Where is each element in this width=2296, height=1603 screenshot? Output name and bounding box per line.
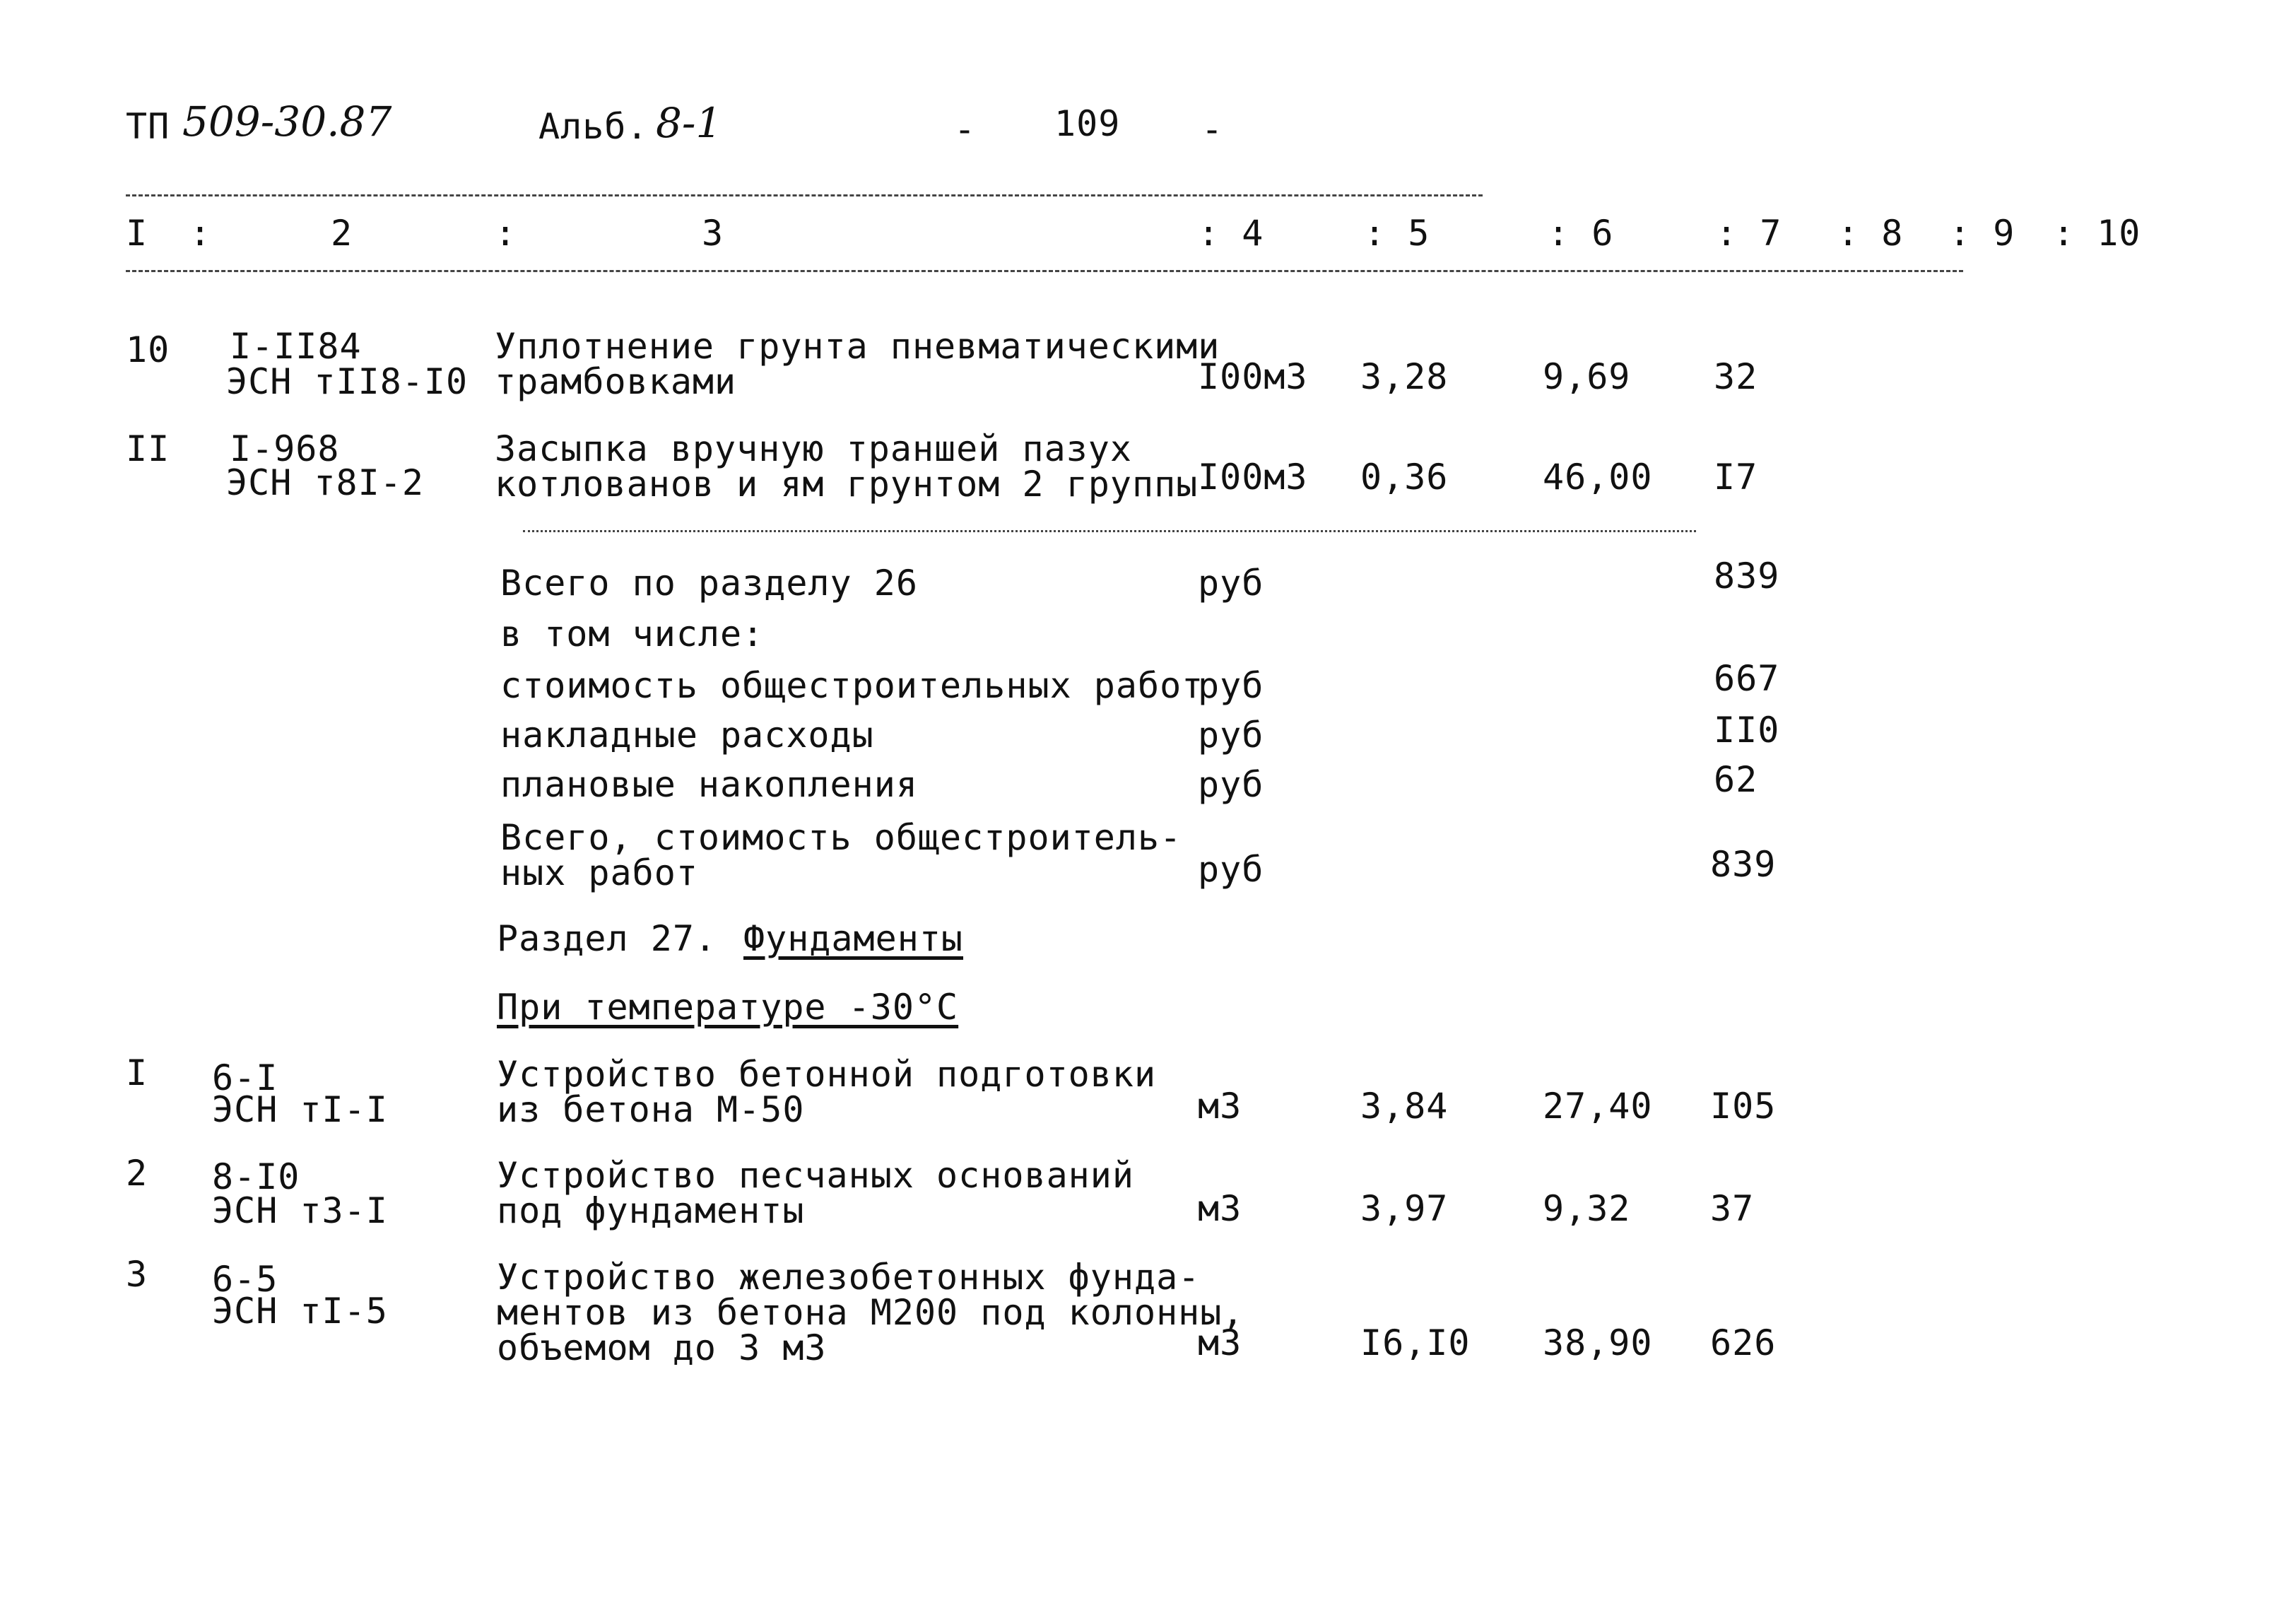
album-label: Альб. xyxy=(538,106,649,147)
rate-code: I-968 xyxy=(230,428,340,469)
rate-reference: ЭСН тII8-I0 xyxy=(226,361,469,402)
rate-reference: ЭСН тI-5 xyxy=(212,1291,388,1332)
col-sep: : xyxy=(189,213,212,254)
section-title: Фундаменты xyxy=(743,918,964,959)
album-number-handwritten: 8-1 xyxy=(656,99,722,147)
summary-value: 667 xyxy=(1714,658,1780,699)
summary-unit: руб xyxy=(1198,849,1264,890)
work-description: Устройство песчаных оснований под фундаменты xyxy=(497,1155,1134,1231)
work-description: Устройство бетонной подготовки из бетона М-50 xyxy=(497,1054,1157,1130)
col-header-7: : 7 xyxy=(1716,213,1782,254)
quantity: 3,28 xyxy=(1360,356,1449,397)
total-cost: 626 xyxy=(1710,1322,1777,1363)
unit-price: 9,32 xyxy=(1543,1188,1631,1229)
col-header-8: : 8 xyxy=(1837,213,1904,254)
page-dash-left: - xyxy=(954,109,977,150)
col-header-4: : 4 xyxy=(1198,213,1264,254)
row-number: II xyxy=(126,428,170,469)
col-header-9: : 9 xyxy=(1949,213,2015,254)
summary-label: плановые накопления xyxy=(500,764,918,805)
quantity: 3,84 xyxy=(1360,1086,1449,1127)
col-header-6: : 6 xyxy=(1548,213,1614,254)
summary-label: стоимость общестроительных работ xyxy=(500,665,1204,706)
unit: м3 xyxy=(1198,1086,1242,1127)
rate-reference: ЭСН тI-I xyxy=(212,1089,388,1130)
row-number: 2 xyxy=(126,1153,148,1194)
work-description: Устройство железобетонных фунда- ментов из бетона М200 под колонны, объемом до 3 м3 xyxy=(497,1257,1244,1368)
summary-rule xyxy=(523,530,1696,532)
section-prefix: Раздел 27. xyxy=(497,918,717,959)
rate-reference: ЭСН т8I-2 xyxy=(226,462,424,503)
page-number: 109 xyxy=(1054,103,1121,144)
unit: I00м3 xyxy=(1198,457,1308,498)
col-header-3: 3 xyxy=(702,213,724,254)
summary-unit: руб xyxy=(1198,665,1264,706)
col-sep: : xyxy=(495,213,517,254)
unit: I00м3 xyxy=(1198,356,1308,397)
summary-unit: руб xyxy=(1198,563,1264,604)
row-number: I xyxy=(126,1052,148,1093)
rate-code: 6-I xyxy=(212,1057,278,1098)
col-header-5: : 5 xyxy=(1364,213,1430,254)
rate-code: 6-5 xyxy=(212,1259,278,1300)
summary-label: Всего по разделу 26 xyxy=(500,563,918,604)
summary-unit: руб xyxy=(1198,764,1264,805)
col-header-10: : 10 xyxy=(2053,213,2141,254)
rate-code: I-II84 xyxy=(230,326,362,367)
section-subtitle: При температуре -30°С xyxy=(497,987,959,1028)
page-dash-right: - xyxy=(1201,109,1224,150)
rate-code: 8-I0 xyxy=(212,1156,300,1197)
unit: м3 xyxy=(1198,1188,1242,1229)
total-cost: 32 xyxy=(1714,356,1758,397)
total-cost: 37 xyxy=(1710,1188,1755,1229)
header-rule-bottom xyxy=(126,270,1963,272)
summary-value: 839 xyxy=(1710,844,1777,885)
work-description: Засыпка вручную траншей пазух котлованов и ям грунтом 2 группы xyxy=(495,428,1199,505)
rate-reference: ЭСН т3-I xyxy=(212,1190,388,1231)
summary-label: накладные расходы xyxy=(500,715,874,756)
summary-value: 839 xyxy=(1714,556,1780,597)
col-header-2: 2 xyxy=(331,213,353,254)
summary-value: II0 xyxy=(1714,710,1780,751)
total-cost: I05 xyxy=(1710,1086,1777,1127)
row-number: 10 xyxy=(126,329,170,370)
summary-unit: руб xyxy=(1198,715,1264,756)
summary-value: 62 xyxy=(1714,759,1758,800)
row-number: 3 xyxy=(126,1254,148,1295)
tp-prefix: ТП xyxy=(126,106,170,147)
summary-label: в том числе: xyxy=(500,613,765,654)
unit-price: 38,90 xyxy=(1543,1322,1653,1363)
total-cost: I7 xyxy=(1714,457,1758,498)
work-description: Уплотнение грунта пневматическими трамбовками xyxy=(495,326,1220,402)
unit-price: 9,69 xyxy=(1543,356,1631,397)
quantity: I6,I0 xyxy=(1360,1322,1471,1363)
quantity: 0,36 xyxy=(1360,457,1449,498)
col-header-1: I xyxy=(126,213,148,254)
quantity: 3,97 xyxy=(1360,1188,1449,1229)
summary-label: Всего, стоимость общестроитель- ных работ xyxy=(500,817,1182,893)
unit-price: 46,00 xyxy=(1543,457,1653,498)
header-rule-top xyxy=(126,194,1483,196)
tp-number-handwritten: 509-30.87 xyxy=(182,98,392,146)
unit: м3 xyxy=(1198,1322,1242,1363)
unit-price: 27,40 xyxy=(1543,1086,1653,1127)
